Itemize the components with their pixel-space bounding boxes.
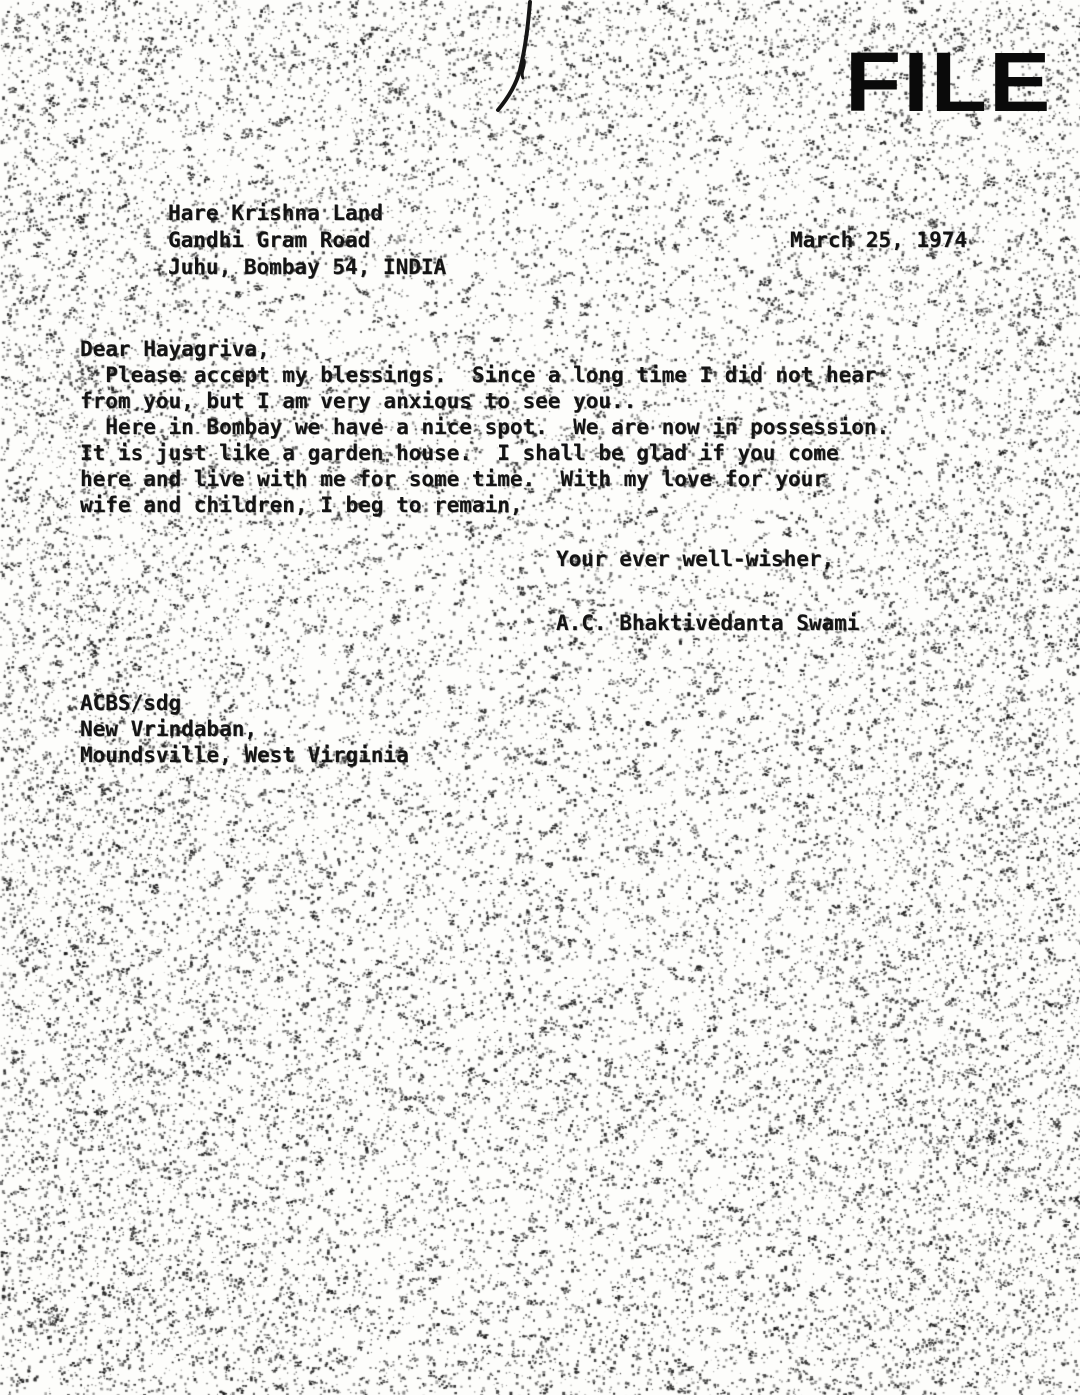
salutation: Dear Hayagriva,	[80, 337, 270, 361]
body-line-3: Here in Bombay we have a nice spot. We are now in possession.	[80, 415, 890, 439]
address-line-1: New Vrindaban,	[80, 717, 258, 741]
file-stamp: FILE	[845, 35, 1053, 130]
letterhead-line-3: Juhu, Bombay 54, INDIA	[168, 255, 447, 279]
closing: Your ever well-wisher,	[556, 547, 835, 571]
body-line-5: here and live with me for some time. With my love for your	[80, 467, 826, 491]
signature-name: A.C. Bhaktivedanta Swami	[556, 611, 860, 635]
body-line-1: Please accept my blessings. Since a long time I did not hear	[80, 363, 877, 387]
letterhead-line-2: Gandhi Gram Road	[168, 228, 371, 252]
handwritten-pen-mark	[490, 0, 550, 115]
letterhead-line-1: Hare Krishna Land	[168, 201, 383, 225]
body-line-6: wife and children, I beg to remain,	[80, 493, 523, 517]
body-line-4: It is just like a garden house. I shall be glad if you come	[80, 441, 839, 465]
body-line-2: from you, but I am very anxious to see you..	[80, 389, 637, 413]
letter-date: March 25, 1974	[790, 228, 968, 252]
address-line-2: Moundsville, West Virginia	[80, 743, 409, 767]
reference-initials: ACBS/sdg	[80, 691, 182, 715]
